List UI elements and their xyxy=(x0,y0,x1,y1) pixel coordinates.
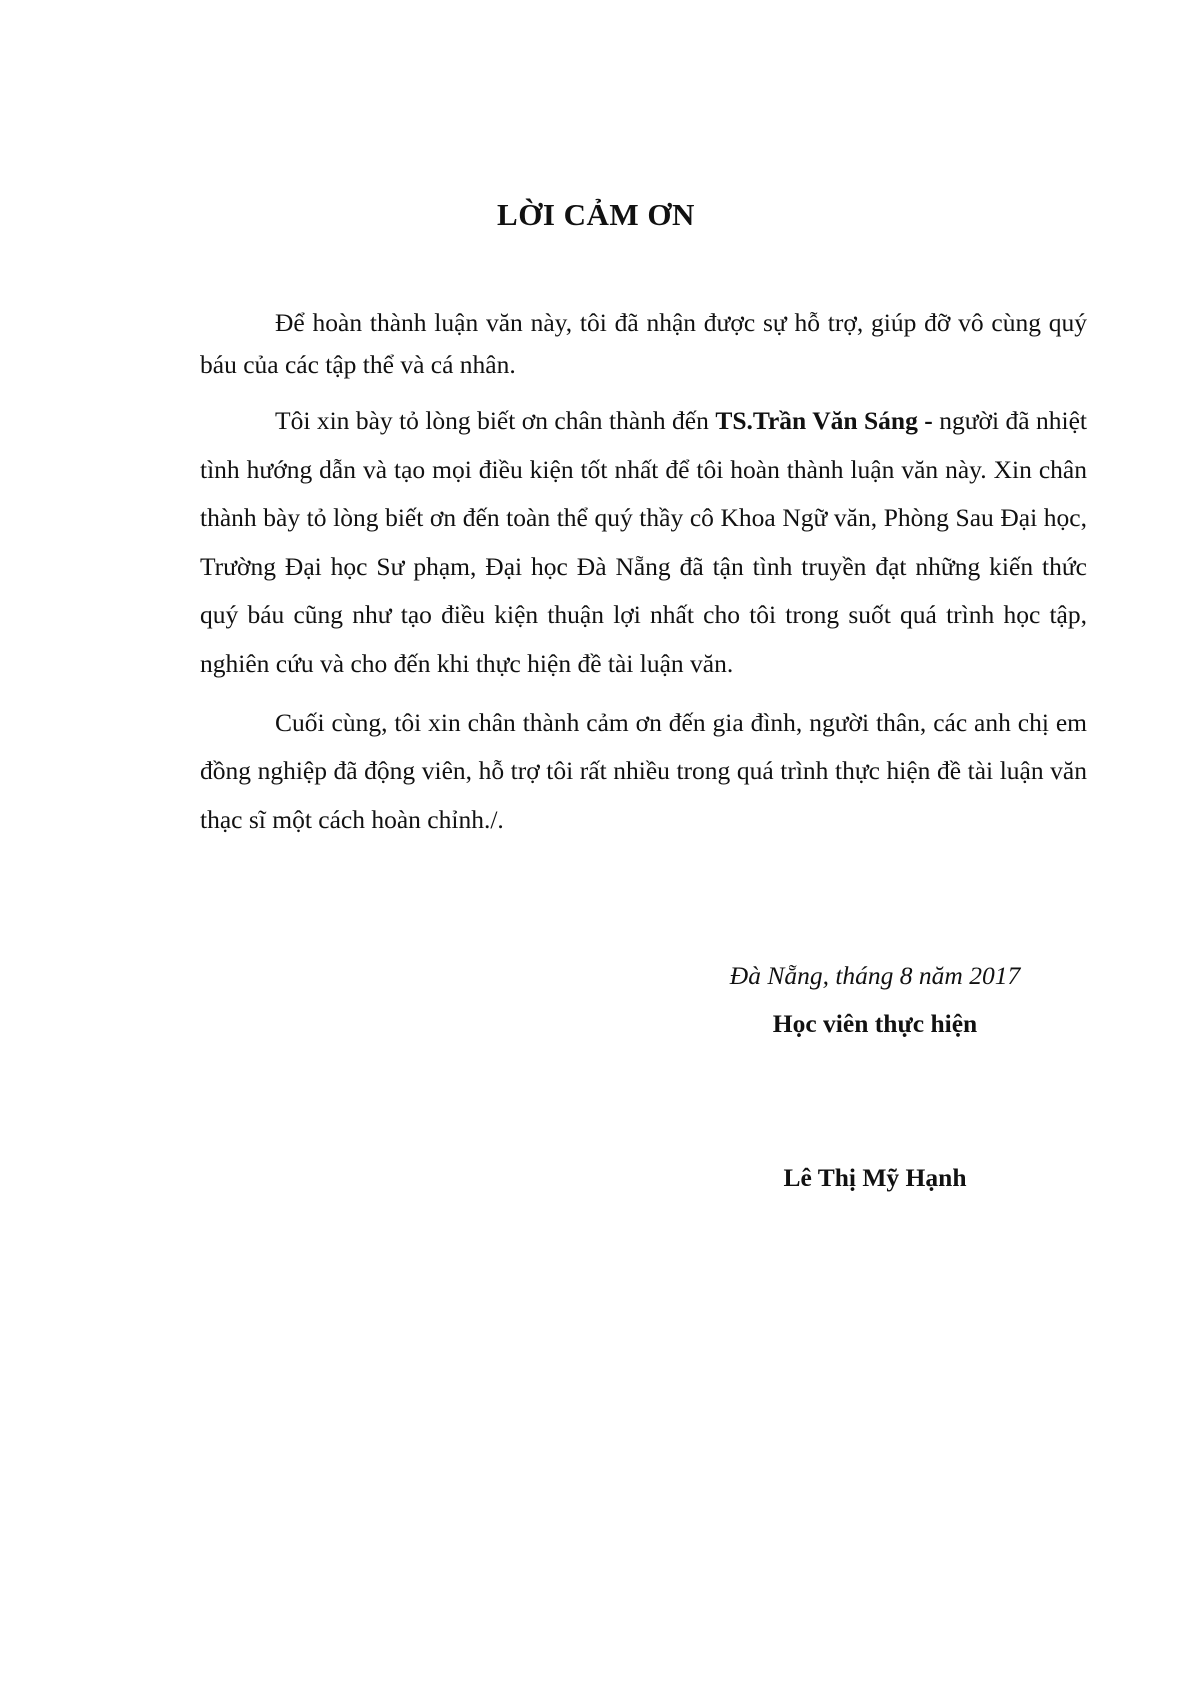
paragraph-3: Cuối cùng, tôi xin chân thành cảm ơn đến gia đình, người thân, các anh chị em đồng nghiệp đã động viên, hỗ trợ tôi rất nhiều trong quá trình thực hiện đề tài luận văn thạc sĩ một cách hoàn chỉnh./. xyxy=(200,707,1087,834)
advisor-name: TS.Trần Văn Sáng - xyxy=(715,406,933,435)
acknowledgement-body xyxy=(200,302,1087,844)
paragraph-2-intro: Tôi xin bày tỏ lòng biết ơn chân thành đến xyxy=(275,406,716,435)
paragraph-1: Để hoàn thành luận văn này, tôi đã nhận được sự hỗ trợ, giúp đỡ vô cùng quý báu của các tập thể và cá nhân. xyxy=(200,308,1087,379)
paragraph-2-rest: người đã nhiệt tình hướng dẫn và tạo mọi điều kiện tốt nhất để tôi hoàn thành luận văn này. Xin chân thành bày tỏ lòng biết ơn đến toàn thể quý thầy cô Khoa Ngữ văn, Phòng Sau Đại học, Trường Đại học Sư phạm, Đại học Đà Nẵng đã tận tình truyền đạt những kiến thức quý báu cũng như tạo điều kiện thuận lợi nhất cho tôi trong suốt quá trình học tập, nghiên cứu và cho đến khi thực hiện đề tài luận văn. xyxy=(200,406,1087,678)
signer-role: Học viên thực hiện xyxy=(772,1009,978,1038)
page-title: LỜI CẢM ƠN xyxy=(497,197,695,232)
place-date: Đà Nẵng, tháng 8 năm 2017 xyxy=(729,961,1021,990)
paragraph-2 xyxy=(200,397,1087,689)
signer-name: Lê Thị Mỹ Hạnh xyxy=(783,1163,967,1192)
